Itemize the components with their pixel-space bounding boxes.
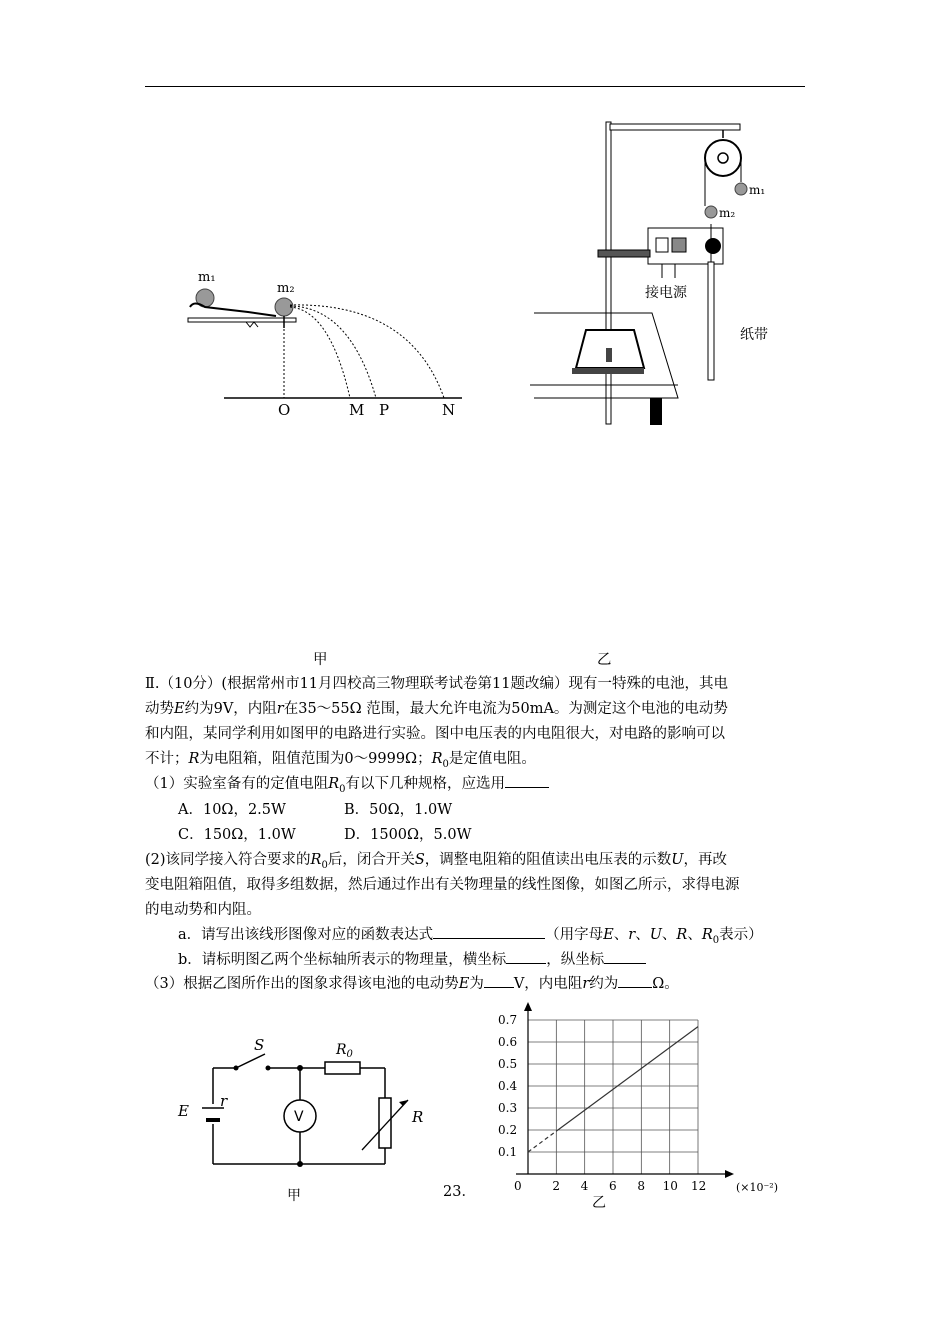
pulley-axle <box>718 153 728 163</box>
problem-line-1-text: Ⅱ.（10分）(根据常州市11月四校高三物理联考试卷第11题改编）现有一特殊的电池，其电 <box>145 676 728 692</box>
junction-bottom <box>297 1161 303 1167</box>
pole-bottom <box>606 348 612 362</box>
symbol-r: r <box>276 701 284 717</box>
question-2b <box>178 948 646 972</box>
x-tick-label: 4 <box>580 1179 589 1193</box>
question-2a-part-2: （用字母 <box>545 927 604 943</box>
R0-letter: R <box>336 1042 347 1058</box>
label-m1: m₁ <box>198 270 216 285</box>
problem-line-4-part-b: 为电阻箱，阻值范围为0～9999Ω； <box>199 751 432 767</box>
separator: 、 <box>687 927 702 943</box>
base-foot <box>572 368 644 374</box>
point-O: O <box>278 401 291 419</box>
question-2-line-2: 变电阻箱阻值，取得多组数据，然后通过作出有关物理量的线性图像，如图乙所示，求得电源 <box>145 877 740 893</box>
question-2-line-3: 的电动势和内阻。 <box>145 902 261 918</box>
question-2-part-c: ，调整电阻箱的阻值读出电压表的示数 <box>424 852 672 868</box>
symbol-S: S <box>414 852 425 868</box>
answer-blank-y-axis[interactable] <box>604 949 646 964</box>
rheostat-label: R <box>412 1108 424 1126</box>
point-N: N <box>442 401 456 419</box>
emf-label: E <box>178 1102 189 1120</box>
question-2-part-d: ，再改 <box>683 852 728 868</box>
problem-line-4-part-a: 不计； <box>145 751 189 767</box>
caption-yi-top: 乙 <box>597 652 612 668</box>
table-leg <box>650 398 662 425</box>
symbol-U: U <box>649 927 662 943</box>
symbol-R0-subscript: 0 <box>321 859 328 871</box>
x-tick-label: 12 <box>691 1179 707 1193</box>
question-2-part-b: 后，闭合开关 <box>327 852 415 868</box>
collision-apparatus-figure <box>180 262 480 422</box>
problem-line-2-part-b: 约为9V，内阻 <box>184 701 277 717</box>
answer-blank-resistance[interactable] <box>618 973 652 988</box>
question-1-part-b: 有以下几种规格，应选用 <box>345 776 506 792</box>
x-tick-label: 6 <box>609 1179 617 1193</box>
timer-coil <box>656 238 668 252</box>
question-2-part-a: (2)该同学接入符合要求的 <box>145 852 311 868</box>
question-3 <box>145 972 810 996</box>
x-axis-arrow <box>725 1170 734 1178</box>
symbol-R0-subscript: 0 <box>442 758 449 770</box>
answer-blank-function[interactable] <box>433 924 545 939</box>
switch-label: S <box>254 1036 265 1054</box>
symbol-R0-subscript: 0 <box>712 934 720 946</box>
fit-line-extrapolated <box>528 1131 556 1152</box>
question-2a-part-1: a．请写出该线形图像对应的函数表达式 <box>178 927 434 943</box>
header-rule <box>145 86 805 87</box>
symbol-r: r <box>628 927 636 943</box>
page-number: 23． <box>443 1184 476 1200</box>
problem-line-2-part-a: 动势 <box>145 701 174 717</box>
problem-line-1 <box>145 672 810 696</box>
problem-line-3-text: 和内阻，某同学利用如图甲的电路进行实验。图中电压表的内电阻很大，对电路的影响可以 <box>145 726 725 742</box>
linear-graph <box>490 998 790 1213</box>
question-3-part-c: V，内电阻 <box>513 976 583 992</box>
rheostat-R <box>379 1098 391 1148</box>
stand-pole <box>606 122 611 424</box>
paper-tape <box>708 262 714 380</box>
answer-blank-emf[interactable] <box>484 973 514 988</box>
trajectory-N <box>290 305 444 398</box>
answer-blank-x-axis[interactable] <box>506 949 546 964</box>
y-tick-label: 0.7 <box>498 1013 518 1027</box>
trajectory-M <box>290 307 350 398</box>
separator: 、 <box>661 927 677 943</box>
mass-m2 <box>705 206 717 218</box>
top-arm <box>610 124 740 130</box>
question-2b-part-1: b．请标明图乙两个坐标轴所表示的物理量，横坐标 <box>178 952 507 968</box>
y-tick-label: 0.5 <box>498 1057 518 1071</box>
point-P: P <box>379 401 390 419</box>
question-2b-part-2: ，纵坐标 <box>546 952 605 968</box>
y-tick-label: 0.2 <box>498 1123 518 1137</box>
timer-disk <box>705 238 721 254</box>
R0-subscript: 0 <box>346 1049 353 1060</box>
timer-clamp-rod <box>598 250 650 257</box>
resistor-R0 <box>325 1062 360 1074</box>
symbol-E: E <box>458 976 470 992</box>
x-unit-label: (×10⁻²) <box>736 1181 779 1194</box>
rheostat-arrow-head <box>399 1100 408 1106</box>
problem-line-4-part-c: 是定值电阻。 <box>448 751 536 767</box>
label-m2-right: m₂ <box>719 206 736 220</box>
question-3-part-d: 约为 <box>589 976 619 992</box>
symbol-U: U <box>671 852 684 868</box>
option-A: A．10Ω，2.5W <box>178 802 286 818</box>
x-tick-label: 8 <box>637 1179 645 1193</box>
internal-resistance-label: r <box>220 1092 228 1110</box>
y-tick-labels <box>498 1013 517 1159</box>
junction-top <box>297 1065 303 1071</box>
pulley-apparatus-figure <box>530 120 790 425</box>
symbol-E: E <box>174 701 185 717</box>
symbol-r: r <box>582 976 590 992</box>
voltmeter-label: V <box>294 1109 304 1125</box>
label-m2: m₂ <box>277 281 295 296</box>
separator: 、 <box>613 927 629 943</box>
x-tick-labels <box>514 1179 706 1193</box>
y-tick-label: 0.6 <box>498 1035 518 1049</box>
R0-label <box>335 1042 354 1060</box>
mass-m1 <box>735 183 747 195</box>
point-M: M <box>349 401 365 419</box>
problem-line-2 <box>145 697 810 721</box>
chart-grid <box>528 1020 698 1174</box>
question-3-part-a: （3）根据乙图所作出的图象求得该电池的电动势 <box>145 976 459 992</box>
x-tick-label: 10 <box>662 1179 678 1193</box>
question-1-part-a: （1）实验室备有的定值电阻 <box>145 776 329 792</box>
y-tick-label: 0.1 <box>498 1145 518 1159</box>
switch-blade <box>236 1054 265 1068</box>
symbol-E: E <box>603 927 614 943</box>
x-tick-label: 2 <box>552 1179 560 1193</box>
option-C: C．150Ω，1.0W <box>178 827 296 843</box>
chart-caption: 乙 <box>592 1195 606 1211</box>
y-tick-label: 0.4 <box>498 1079 518 1093</box>
switch-contact-right <box>266 1066 271 1071</box>
label-power: 接电源 <box>645 285 687 301</box>
problem-line-2-part-c: 在35～55Ω 范围，最大允许电流为50mA。为测定这个电池的电动势 <box>283 701 728 717</box>
symbol-R0-subscript: 0 <box>339 783 346 795</box>
question-3-part-e: Ω。 <box>652 976 679 992</box>
clamp <box>246 322 258 327</box>
label-tape: 纸带 <box>740 327 768 343</box>
question-2a-part-3: 表示） <box>719 927 763 943</box>
answer-blank-1[interactable] <box>505 773 549 788</box>
switch-contact-left <box>234 1066 239 1071</box>
y-axis-arrow <box>524 1002 532 1011</box>
symbol-R: R <box>188 751 200 767</box>
symbol-R0: R <box>701 927 713 943</box>
option-D: D．1500Ω，5.0W <box>344 827 472 843</box>
y-tick-label: 0.3 <box>498 1101 518 1115</box>
ramp-base <box>188 318 296 322</box>
symbol-R0: R <box>431 751 443 767</box>
problem-line-3 <box>145 722 810 746</box>
caption-jia-top: 甲 <box>313 652 328 668</box>
option-B: B．50Ω，1.0W <box>344 802 453 818</box>
x-tick-label: 0 <box>514 1179 522 1193</box>
symbol-R0: R <box>328 776 340 792</box>
symbol-R0: R <box>310 852 322 868</box>
question-3-part-b: 为 <box>469 976 484 992</box>
timer-magnet <box>672 238 686 252</box>
trajectory-P <box>290 306 376 398</box>
circuit-diagram <box>170 1032 440 1210</box>
separator: 、 <box>635 927 650 943</box>
symbol-R: R <box>676 927 688 943</box>
label-m1-right: m₁ <box>749 183 766 197</box>
ramp-track <box>190 304 276 317</box>
circuit-caption: 甲 <box>287 1188 301 1204</box>
